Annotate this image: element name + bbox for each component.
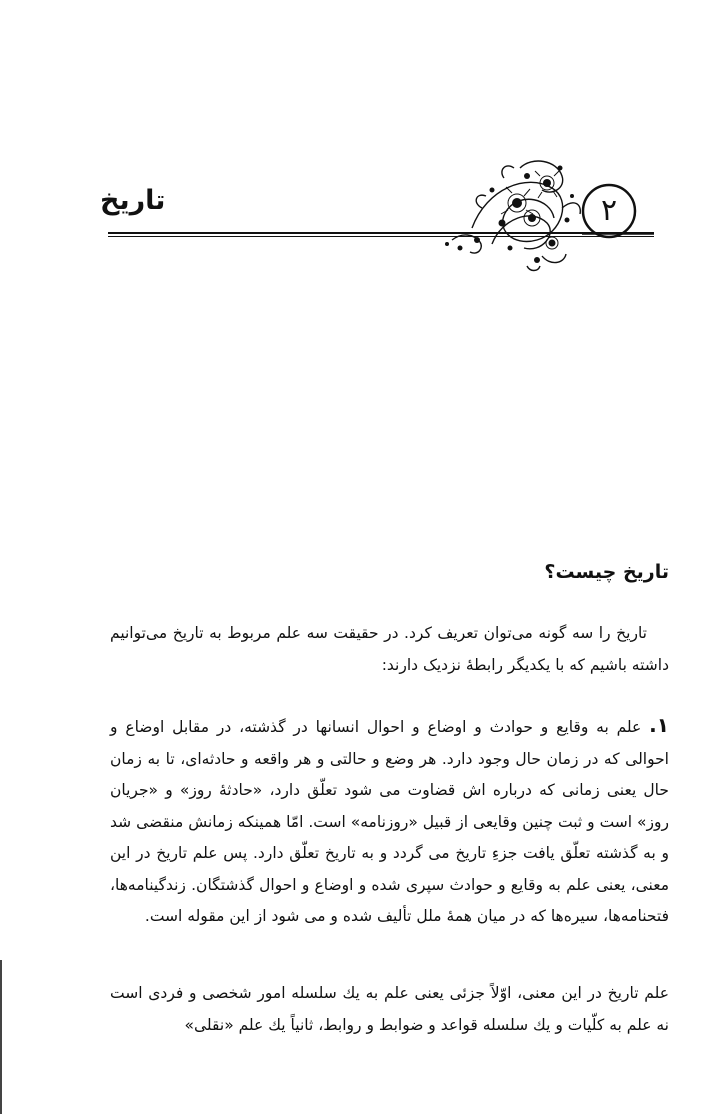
paragraph-intro-text: تاریخ را سه گونه می‌توان تعریف کرد. در حقیقت سه علم مربوط به تاریخ می‌توانیم داشته باشیم که با یکدیگر رابطهٔ نزدیک دارند: (110, 624, 669, 674)
paragraph-continuation (110, 978, 669, 1041)
paragraph-continuation-text: علم تاریخ در این معنی، اوّلاً جزئی یعنی علم به یك سلسله امور شخصی و فردی است نه علم به کلّیات و یك سلسله قواعد و ضوابط و روابط، ثانیاً یك علم «نقلی» (110, 984, 669, 1034)
section-heading: تاریخ چیست؟ (544, 561, 669, 583)
chapter-title: تاریخ (100, 185, 166, 216)
paragraph-intro (110, 618, 669, 681)
paragraph-point-one (110, 710, 669, 933)
chapter-header-rule (108, 232, 654, 234)
paragraph-number: ۱. (649, 713, 669, 737)
paragraph-point-one-text: علم به وقایع و حوادث و اوضاع و احوال انسانها در گذشته، در مقابل اوضاع و احوالی که در زمان حال وجود دارد. هر وضع و حالتی و هر واقعه و حادثه‌ای، تا به زمان حال یعنی زمانی که درباره اش قضاوت می شود تعلّق دارد، «حادثهٔ روز» و «جریان روز» است و ثبت چنین وقایعی از قبیل «روزنامه» است. امّا همینکه زمانش منقضی شد و به گذشته تعلّق یافت جزءِ تاریخ می گردد و به تاریخ تعلّق دارد. پس علم تاریخ در این معنی، یعنی علم به وقایع و حوادث سپری شده و اوضاع و احوال گذشتگان. زندگینامه‌ها، فتحنامه‌ها، سیره‌ها که در میان همهٔ ملل تألیف شده و می شود از این مقوله است. (110, 718, 669, 925)
page-edge-mark (0, 960, 2, 1114)
chapter-number: ۲ (600, 193, 618, 228)
chapter-header-rule-thin (108, 236, 654, 237)
